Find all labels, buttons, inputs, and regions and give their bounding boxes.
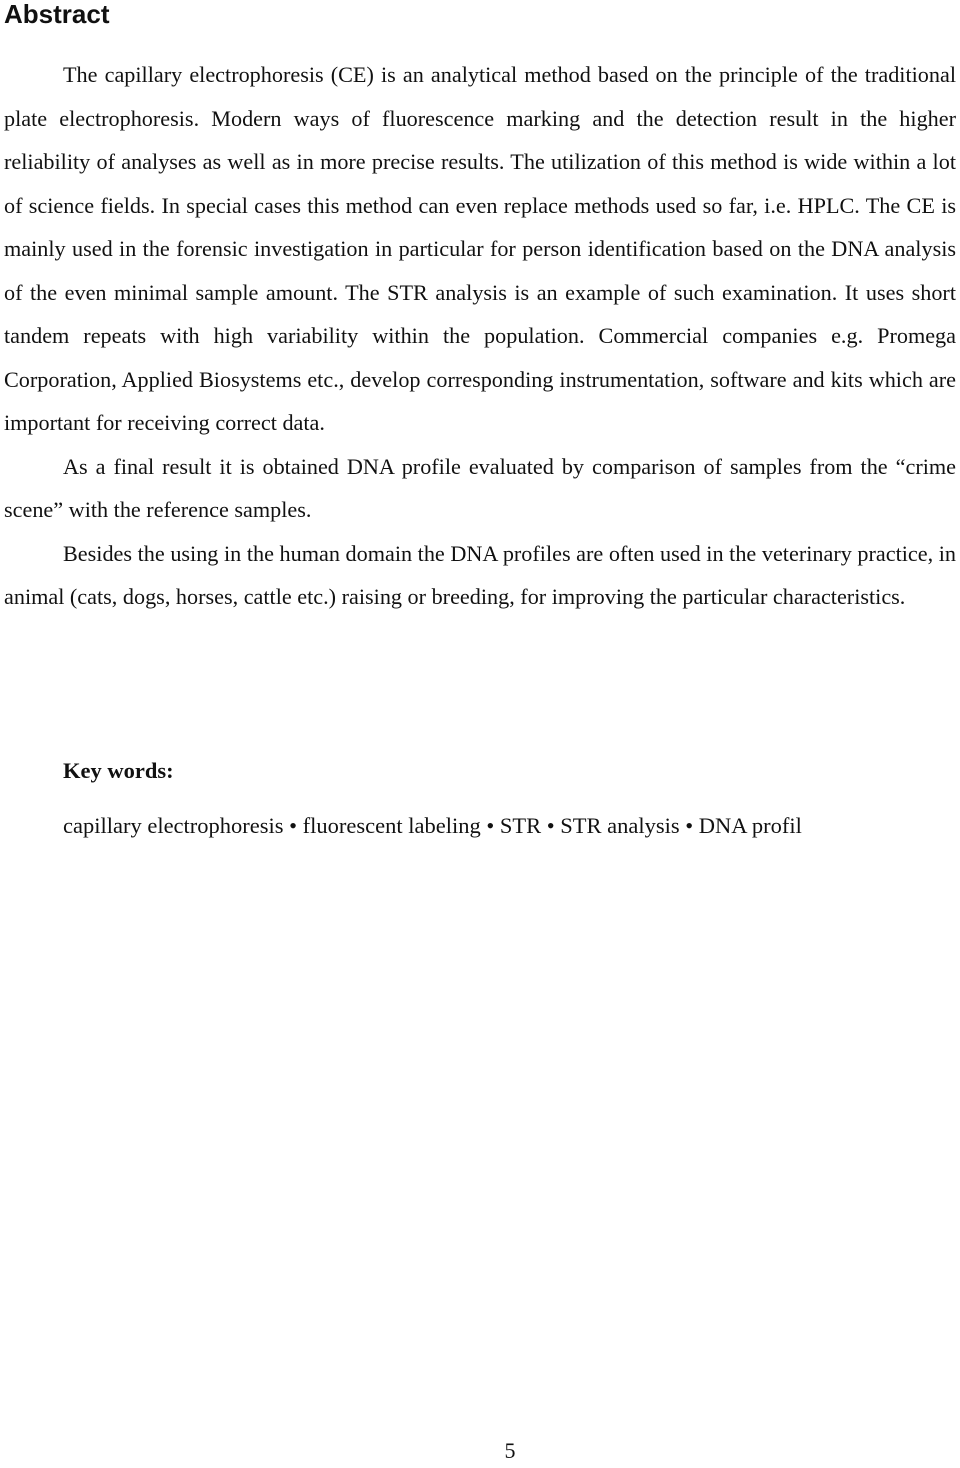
keywords-list: capillary electrophoresis • fluorescent labeling • STR • STR analysis • DNA profil <box>63 813 802 838</box>
abstract-body <box>4 53 956 619</box>
page-number: 5 <box>504 1438 516 1463</box>
abstract-paragraph-2: As a final result it is obtained DNA profile evaluated by comparison of samples from the “crime scene” with the reference samples. <box>4 453 956 522</box>
keywords-heading: Key words: <box>63 758 174 783</box>
abstract-paragraph-3: Besides the using in the human domain the DNA profiles are often used in the veterinary practice, in animal (cats, dogs, horses, cattle etc.) raising or breeding, for improving the particular characteristics. <box>4 540 956 609</box>
abstract-paragraph-1: The capillary electrophoresis (CE) is an analytical method based on the principle of the traditional plate electrophoresis. Modern ways of fluorescence marking and the detection result in the higher reliability of analyses as well as in more precise results. The utilization of this method is wide within a lot of science fields. In special cases this method can even replace methods used so far, i.e. HPLC. The CE is mainly used in the forensic investigation in particular for person identification based on the DNA analysis of the even minimal sample amount. The STR analysis is an example of such examination. It uses short tandem repeats with high variability within the population. Commercial companies e.g. Promega Corporation, Applied Biosystems etc., develop corresponding instrumentation, software and kits which are important for receiving correct data. <box>4 62 956 435</box>
abstract-heading: Abstract <box>4 0 110 29</box>
